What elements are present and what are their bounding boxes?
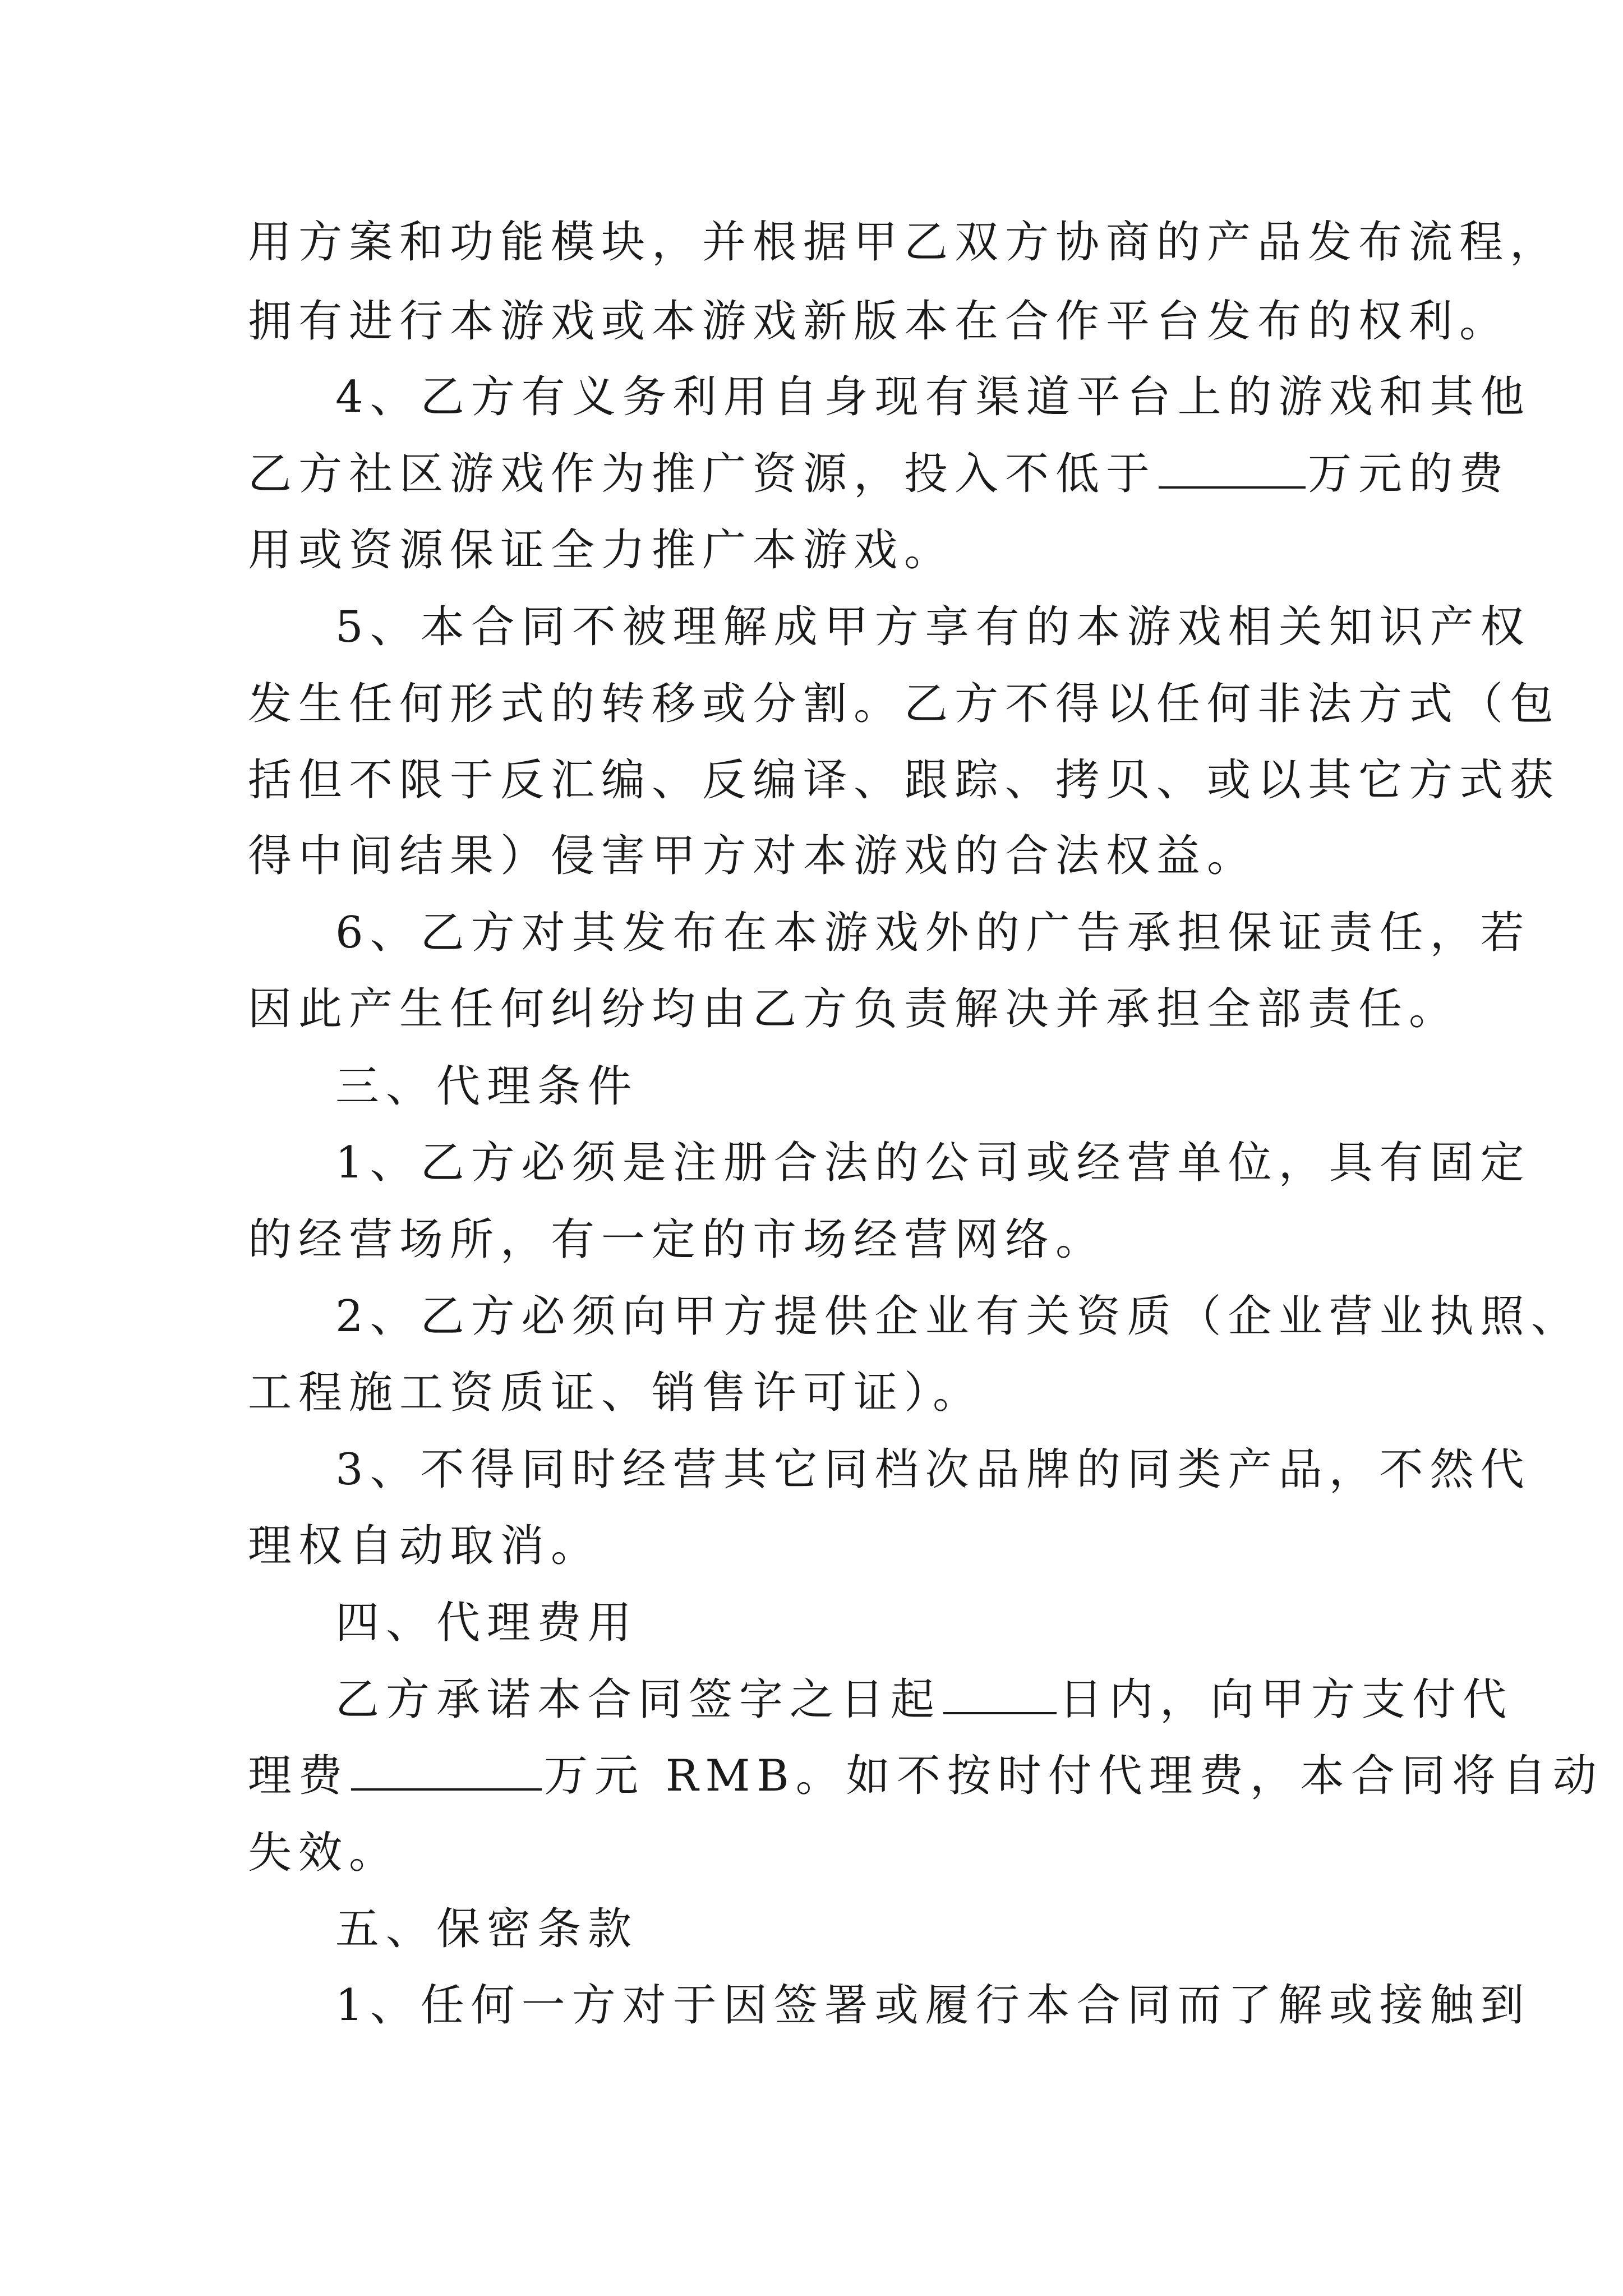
text-line: 用方案和功能模块，并根据甲乙双方协商的产品发布流程， bbox=[248, 217, 1561, 268]
text-line bbox=[335, 1672, 1514, 1728]
text-segment: 乙方社区游戏作为推广资源，投入不低于 bbox=[248, 449, 1157, 499]
text-line: 用或资源保证全力推广本游戏。 bbox=[248, 525, 955, 576]
fill-in-blank bbox=[943, 1673, 1057, 1714]
text-line: 括但不限于反汇编、反编译、跟踪、拷贝、或以其它方式获 bbox=[248, 755, 1561, 806]
section-heading: 五、保密条款 bbox=[335, 1904, 639, 1954]
clause-4-line: 4、乙方有义务利用自身现有渠道平台上的游戏和其他 bbox=[335, 372, 1531, 422]
text-segment: 理费 bbox=[248, 1751, 349, 1801]
text-segment: 万元 RMB。如不按时付代理费，本合同将自动 bbox=[544, 1751, 1603, 1801]
section-heading: 三、代理条件 bbox=[335, 1061, 639, 1112]
text-segment: 日内，向甲方支付代 bbox=[1059, 1674, 1514, 1725]
section-heading: 四、代理费用 bbox=[335, 1598, 639, 1648]
text-segment: 万元的费 bbox=[1308, 449, 1510, 499]
fill-in-blank bbox=[351, 1749, 542, 1791]
fill-in-blank bbox=[1159, 447, 1306, 489]
text-line: 发生任何形式的转移或分割。乙方不得以任何非法方式（包 bbox=[248, 679, 1561, 729]
text-line: 拥有进行本游戏或本游戏新版本在合作平台发布的权利。 bbox=[248, 296, 1510, 347]
text-line: 因此产生任何纠纷均由乙方负责解决并承担全部责任。 bbox=[248, 984, 1460, 1034]
clause-line: 2、乙方必须向甲方提供企业有关资质（企业营业执照、 bbox=[335, 1291, 1581, 1342]
text-line: 的经营场所，有一定的市场经营网络。 bbox=[248, 1214, 1106, 1265]
text-line bbox=[248, 446, 1510, 502]
clause-line: 3、不得同时经营其它同档次品牌的同类产品，不然代 bbox=[335, 1444, 1531, 1495]
text-line bbox=[248, 1748, 1603, 1804]
text-line: 工程施工资质证、销售许可证）。 bbox=[248, 1368, 984, 1418]
clause-line: 1、任何一方对于因签署或履行本合同而了解或接触到 bbox=[335, 1980, 1531, 2031]
clause-6-line: 6、乙方对其发布在本游戏外的广告承担保证责任，若 bbox=[335, 908, 1531, 958]
text-line: 得中间结果）侵害甲方对本游戏的合法权益。 bbox=[248, 831, 1258, 881]
clause-line: 1、乙方必须是注册合法的公司或经营单位，具有固定 bbox=[335, 1138, 1531, 1188]
text-line: 失效。 bbox=[248, 1828, 400, 1878]
text-segment: 乙方承诺本合同签字之日起 bbox=[335, 1674, 942, 1725]
clause-5-line: 5、本合同不被理解成甲方享有的本游戏相关知识产权 bbox=[335, 602, 1531, 652]
text-line: 理权自动取消。 bbox=[248, 1521, 602, 1571]
